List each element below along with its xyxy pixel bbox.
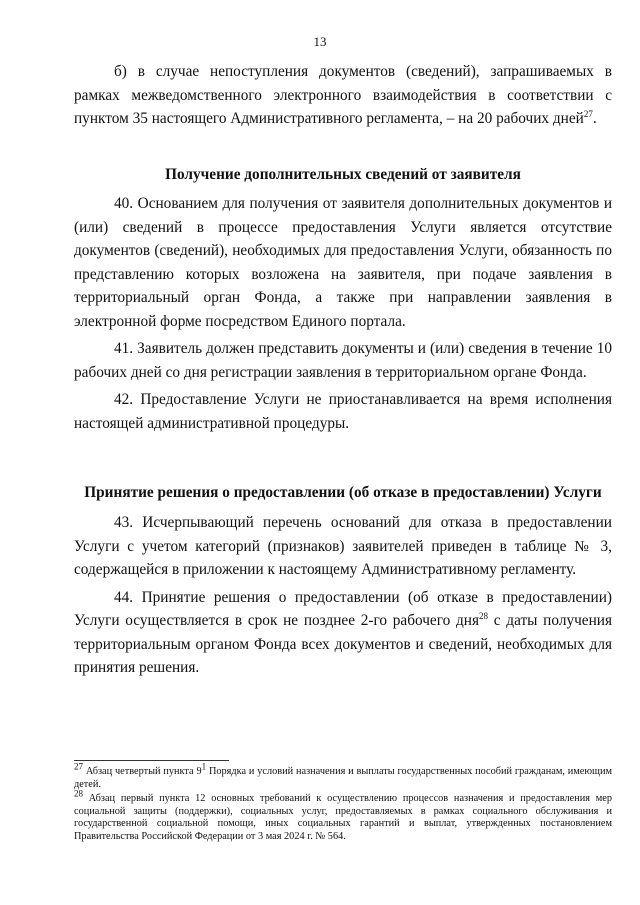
footnote-28-number: 28 — [74, 788, 83, 799]
section-heading-decision: Принятие решения о предоставлении (об отказе в предоставлении) Услуги — [84, 484, 602, 501]
footnote-27-number: 27 — [74, 761, 83, 772]
paragraph-b-text: б) в случае непоступления документов (сведений), запрашиваемых в рамках межведомственного электронного взаимодействия в соответствии с пунктом 35 настоящего Административного регламента, – на 20 рабочих дней — [74, 63, 612, 127]
footnote-28-text: Абзац первый пункта 12 основных требований к осуществлению процессов назначения и предоставления мер социальной защиты (поддержки), социальных услуг, предоставляемых в рамках социального обслуживания и государственной социальной помощи, иных социальных гарантий и выплат, утвержденных постановлением Правительства Российской Федерации от 3 мая 2024 г. № 564. — [74, 793, 612, 842]
footnote-27-text-b: Порядка и условий назначения и выплаты государственных пособий гражданам, имеющим детей. — [74, 766, 612, 790]
footnote-28 — [74, 788, 612, 843]
section-heading-additional-info: Получение дополнительных сведений от заявителя — [165, 166, 521, 183]
paragraph-40: 40. Основанием для получения от заявителя дополнительных документов и (или) сведений в процессе предоставления Услуги является отсутствие документов (сведений), необходимых для предоставления Услуги, обязанность по представлению которых возложена на заявителя, при подаче заявления в территориальный орган Фонда, а также при направлении заявления в электронной форме посредством Единого портала. — [74, 195, 612, 330]
page-number: 13 — [313, 34, 327, 49]
footnote-ref-28: 28 — [479, 610, 489, 621]
section-body-additional-info — [74, 192, 612, 435]
paragraph-44 — [74, 586, 612, 680]
paragraph-b-end: . — [592, 110, 597, 127]
paragraph-43: 43. Исчерпывающий перечень оснований для отказа в предоставлении Услуги с учетом категорий (признаков) заявителей приведен в таблице № 3, содержащейся в приложении к настоящему Административному регламенту. — [74, 514, 612, 578]
footnote-27 — [74, 761, 612, 791]
footnote-27-sup: 1 — [201, 761, 207, 772]
paragraph-b — [74, 60, 612, 131]
paragraph-44-end: с даты получения территориальным органом Фонда всех документов и сведений, необходимых для принятия решения. — [74, 612, 612, 676]
footnote-ref-27: 27 — [583, 108, 593, 119]
footnote-27-text-a: Абзац четвертый пункта 9 — [83, 766, 202, 777]
paragraph-42: 42. Предоставление Услуги не приостанавливается на время исполнения настоящей административной процедуры. — [74, 391, 612, 432]
paragraph-41: 41. Заявитель должен представить документы и (или) сведения в течение 10 рабочих дней со дня регистрации заявления в территориальном органе Фонда. — [74, 340, 612, 381]
footnotes — [74, 761, 612, 844]
section-body-decision — [74, 511, 612, 680]
paragraph-44-start: 44. Принятие решения о предоставлении (об отказе в предоставлении) Услуги осуществляется в срок не позднее 2-го рабочего дня — [74, 588, 612, 629]
